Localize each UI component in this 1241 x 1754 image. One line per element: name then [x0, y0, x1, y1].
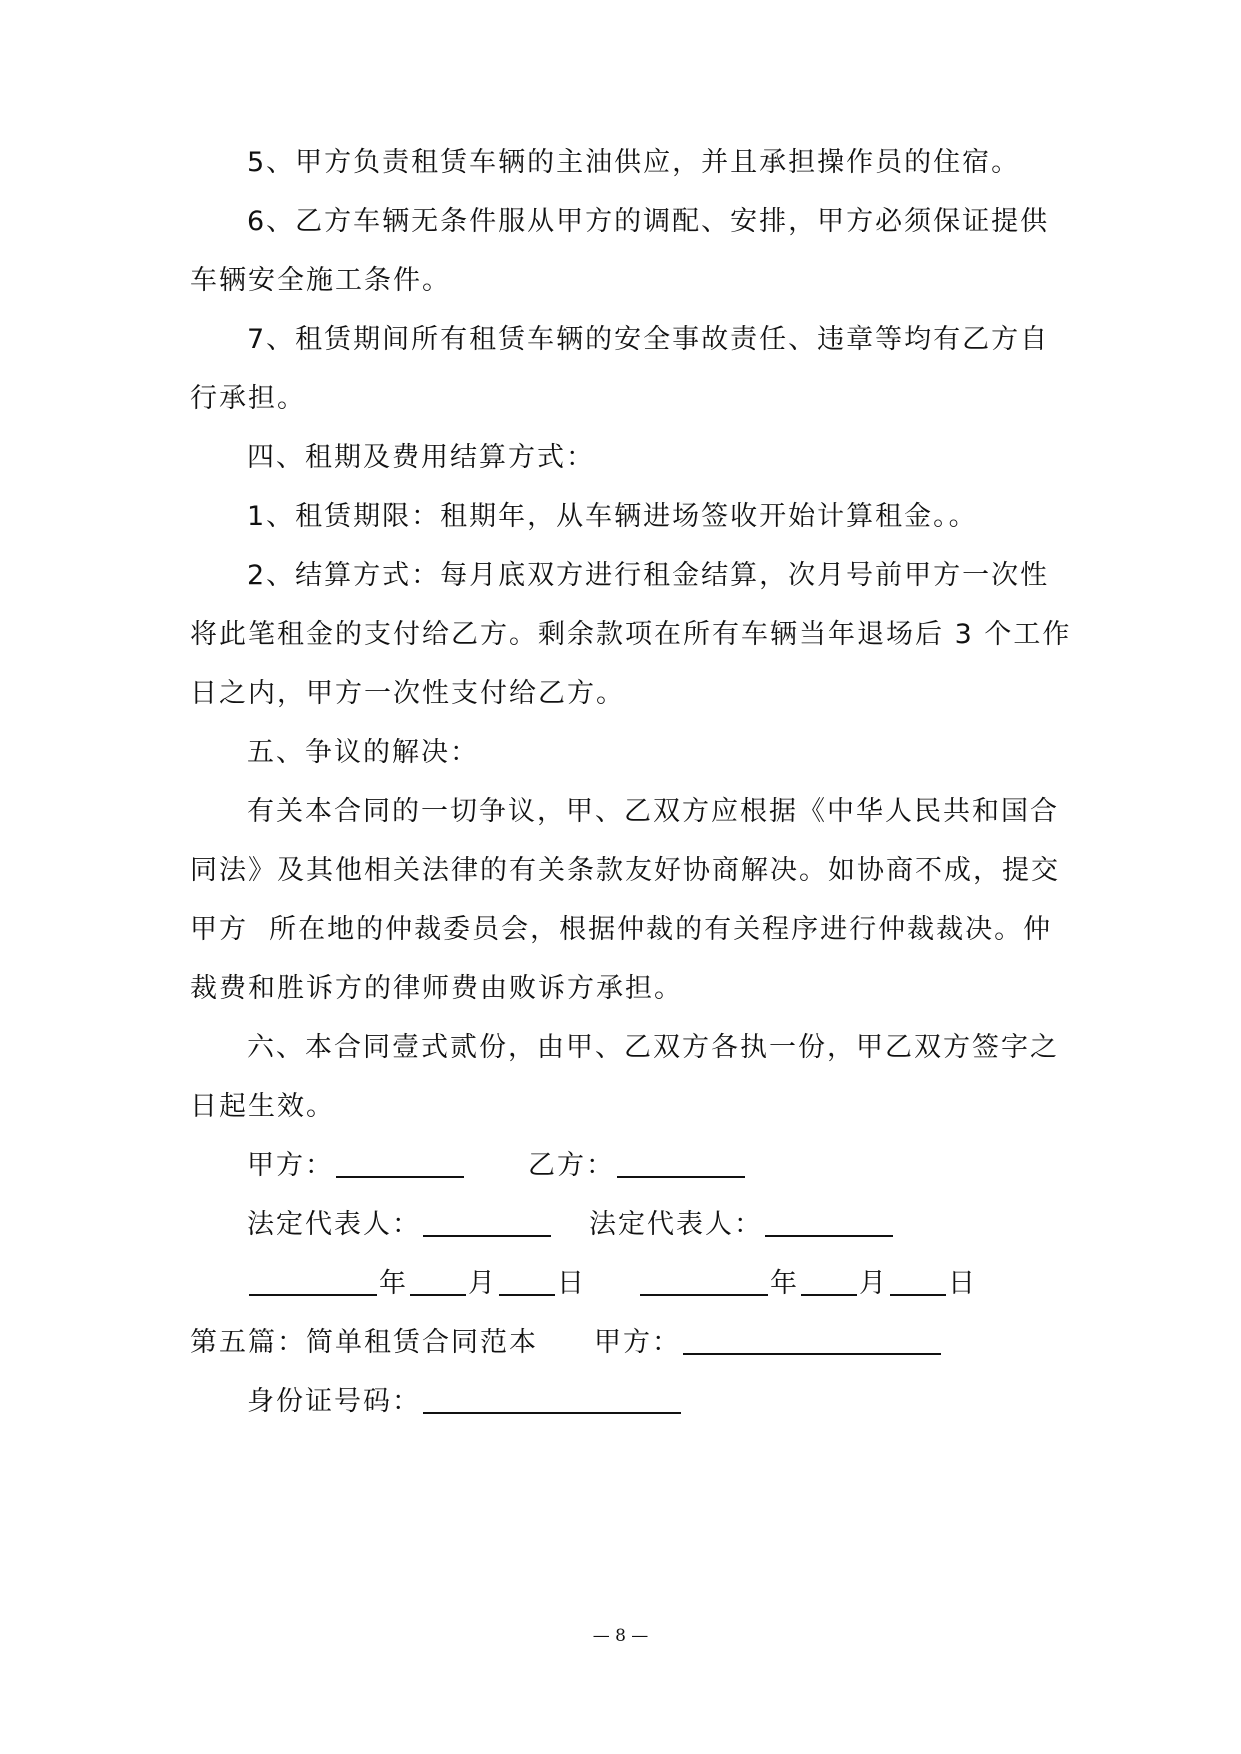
id-number-blank[interactable]	[423, 1382, 681, 1414]
clause-6: 6、乙方车辆无条件服从甲方的调配、安排，甲方必须保证提供	[247, 206, 1050, 237]
clause-7-continued: 行承担。	[190, 383, 306, 414]
day-a-label: 日	[557, 1268, 586, 1299]
clause-6-continued: 车辆安全施工条件。	[190, 265, 451, 296]
day-b-blank[interactable]	[890, 1264, 946, 1296]
rep-a-blank[interactable]	[423, 1205, 551, 1237]
party-b-label: 乙方：	[528, 1150, 615, 1181]
date-row	[247, 1264, 977, 1304]
party-a-blank[interactable]	[336, 1146, 464, 1178]
day-a-blank[interactable]	[499, 1264, 555, 1296]
party-b-blank[interactable]	[617, 1146, 745, 1178]
day-b-label: 日	[948, 1268, 977, 1299]
dispute-paragraph-line-4: 裁费和胜诉方的律师费由败诉方承担。	[190, 973, 683, 1004]
rep-a-label: 法定代表人：	[247, 1209, 421, 1240]
chapter-row	[190, 1323, 943, 1363]
section-6-continued: 日起生效。	[190, 1091, 335, 1122]
chapter-title: 第五篇：简单租赁合同范本	[190, 1327, 538, 1358]
section-6: 六、本合同壹式贰份，由甲、乙双方各执一份，甲乙双方签字之	[247, 1032, 1059, 1063]
chapter-party-a-blank[interactable]	[683, 1323, 941, 1355]
clause-5: 5、甲方负责租赁车辆的主油供应，并且承担操作员的住宿。	[247, 147, 1021, 178]
chapter-party-a-label: 甲方：	[594, 1327, 681, 1358]
section-heading-5: 五、争议的解决：	[247, 737, 479, 768]
clause-7: 7、租赁期间所有租赁车辆的安全事故责任、违章等均有乙方自	[247, 324, 1050, 355]
year-b-label: 年	[770, 1268, 799, 1299]
page-number: — 8 —	[592, 1626, 649, 1646]
dispute-paragraph: 有关本合同的一切争议，甲、乙双方应根据《中华人民共和国合	[247, 796, 1059, 827]
month-a-blank[interactable]	[410, 1264, 466, 1296]
representative-row	[247, 1205, 895, 1245]
month-b-blank[interactable]	[801, 1264, 857, 1296]
month-a-label: 月	[468, 1268, 497, 1299]
id-number-label: 身份证号码：	[247, 1386, 421, 1417]
dispute-paragraph-line-2: 同法》及其他相关法律的有关条款友好协商解决。如协商不成，提交	[190, 855, 1060, 886]
term-clause-2-continued: 将此笔租金的支付给乙方。剩余款项在所有车辆当年退场后 3 个工作	[190, 619, 1072, 650]
section-heading-4: 四、租期及费用结算方式：	[247, 442, 595, 473]
dispute-paragraph-line-3: 甲方 所在地的仲裁委员会，根据仲裁的有关程序进行仲裁裁决。仲	[190, 914, 1053, 945]
year-b-blank[interactable]	[640, 1264, 768, 1296]
rep-b-label: 法定代表人：	[589, 1209, 763, 1240]
party-a-label: 甲方：	[247, 1150, 334, 1181]
month-b-label: 月	[859, 1268, 888, 1299]
term-clause-1: 1、租赁期限：租期年，从车辆进场签收开始计算租金。。	[247, 501, 978, 532]
term-clause-2-end: 日之内，甲方一次性支付给乙方。	[190, 678, 625, 709]
year-a-label: 年	[379, 1268, 408, 1299]
id-number-row	[247, 1382, 683, 1422]
term-clause-2: 2、结算方式：每月底双方进行租金结算，次月号前甲方一次性	[247, 560, 1050, 591]
rep-b-blank[interactable]	[765, 1205, 893, 1237]
year-a-blank[interactable]	[249, 1264, 377, 1296]
party-signature-row	[247, 1146, 747, 1186]
